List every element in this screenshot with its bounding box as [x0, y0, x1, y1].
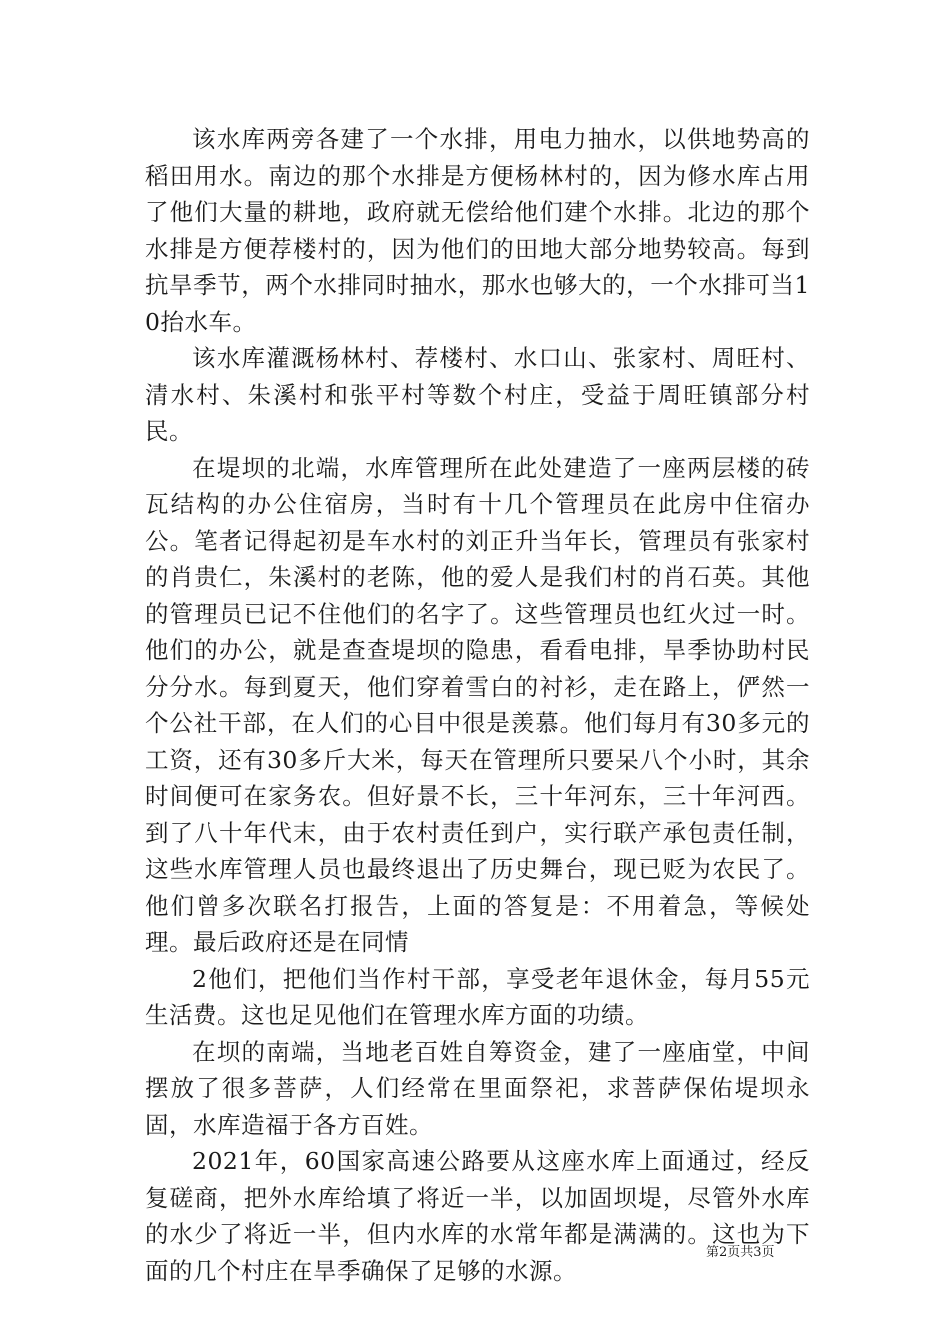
paragraph-retirement: 2他们，把他们当作村干部，享受老年退休金，每月55元生活费。这也足见他们在管理水库方面的功绩。	[145, 964, 810, 1029]
paragraph-irrigation: 该水库灌溉杨林村、荐楼村、水口山、张家村、周旺村、清水村、朱溪村和张平村等数个村庄，受益于周旺镇部分村民。	[145, 344, 810, 445]
paragraph-water-pumps: 该水库两旁各建了一个水排，用电力抽水，以供地势高的稻田用水。南边的那个水排是方便杨林村的，因为修水库占用了他们大量的耕地，政府就无偿给他们建个水排。北边的那个水排是方便荐楼村的，因为他们的田地大部分地势较高。每到抗旱季节，两个水排同时抽水，那水也够大的，一个水排可当10抬水车。	[145, 125, 810, 336]
paragraph-management-office: 在堤坝的北端，水库管理所在此处建造了一座两层楼的砖瓦结构的办公住宿房，当时有十几个管理员在此房中住宿办公。笔者记得起初是车水村的刘正升当年长，管理员有张家村的肖贵仁，朱溪村的老陈，他的爱人是我们村的肖石英。其他的管理员已记不住他们的名字了。这些管理员也红火过一时。他们的办公，就是查查堤坝的隐患，看看电排，旱季协助村民分分水。每到夏天，他们穿着雪白的衬衫，走在路上，俨然一个公社干部，在人们的心目中很是羡慕。他们每月有30多元的工资，还有30多斤大米，每天在管理所只要呆八个小时，其余时间便可在家务农。但好景不长，三十年河东，三十年河西。到了八十年代末，由于农村责任到户，实行联产承包责任制，这些水库管理人员也最终退出了历史舞台，现已贬为农民了。他们曾多次联名打报告，上面的答复是：不用着急，等候处理。最后政府还是在同情	[145, 453, 810, 956]
paragraph-temple: 在坝的南端，当地老百姓自筹资金，建了一座庙堂，中间摆放了很多菩萨，人们经常在里面祭祀，求菩萨保佑堤坝永固，水库造福于各方百姓。	[145, 1037, 810, 1139]
page-number-footer: 第2页共3页	[706, 1245, 775, 1260]
document-body	[145, 121, 810, 1289]
paragraph-highway: 2021年，60国家高速公路要从这座水库上面通过，经反复磋商，把外水库给填了将近一半，以加固坝堤，尽管外水库的水少了将近一半，但内水库的水常年都是满满的。这也为下面的几个村庄在旱季确保了足够的水源。	[145, 1147, 810, 1285]
